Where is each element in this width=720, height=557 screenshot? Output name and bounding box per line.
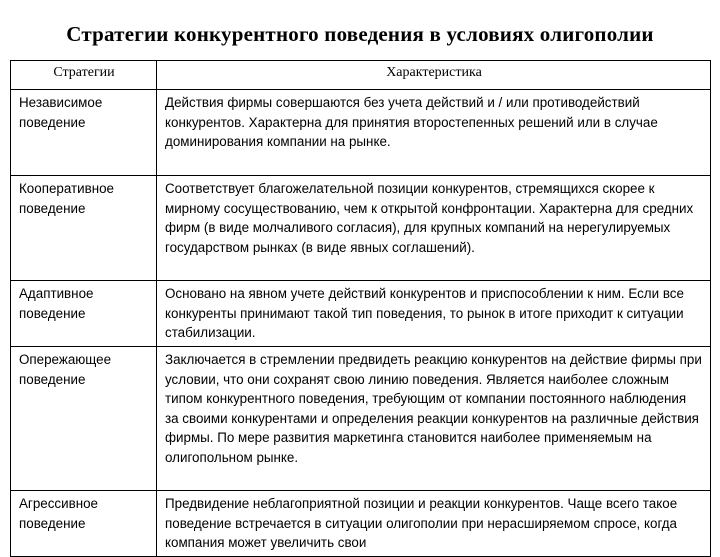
- description-cell: Основано на явном учете действий конкурентов и приспособлении к ним. Если все конкуренты принимают такой тип поведения, то рынок в итоге приходит к ситуации стабилизации.: [157, 281, 711, 347]
- description-cell: Действия фирмы совершаются без учета действий и / или противодействий конкурентов. Характерна для принятия второстепенных решений или в случае доминирования компании на рынке.: [157, 90, 711, 176]
- table-row: [11, 491, 711, 557]
- strategy-cell: Агрессивное поведение: [11, 491, 157, 557]
- description-cell: Соответствует благожелательной позиции конкурентов, стремящихся скорее к мирному сосуществованию, чем к открытой конфронтации. Характерна для средних фирм (в виде молчаливого согласия), для крупных компаний на нерегулируемых государством рынках (в виде явных соглашений).: [157, 176, 711, 281]
- strategy-cell: Опережающее поведение: [11, 347, 157, 491]
- table-header-row: [11, 61, 711, 90]
- table-row: [11, 176, 711, 281]
- strategy-cell: Независимое поведение: [11, 90, 157, 176]
- strategies-table: [10, 60, 711, 557]
- page-title: Стратегии конкурентного поведения в условиях олигополии: [66, 22, 654, 46]
- table-row: [11, 281, 711, 347]
- table-row: [11, 90, 711, 176]
- description-cell: Предвидение неблагоприятной позиции и реакции конкурентов. Чаще всего такое поведение встречается в ситуации олигополии при нерасширяемом спросе, когда компания может увеличить свои: [157, 491, 711, 557]
- table-row: [11, 347, 711, 491]
- strategy-cell: Адаптивное поведение: [11, 281, 157, 347]
- description-cell: Заключается в стремлении предвидеть реакцию конкурентов на действие фирмы при условии, что они сохранят свою линию поведения. Является наиболее сложным типом конкурентного поведения, требующим от компании постоянного наблюдения за своими конкурентами и определения реакции конкурентов на различные действия фирмы. По мере развития маркетинга становится наиболее применяемым на олигопольном рынке.: [157, 347, 711, 491]
- strategy-cell: Кооперативное поведение: [11, 176, 157, 281]
- column-header-description: Характеристика: [157, 61, 711, 90]
- column-header-strategy: Стратегии: [11, 61, 157, 90]
